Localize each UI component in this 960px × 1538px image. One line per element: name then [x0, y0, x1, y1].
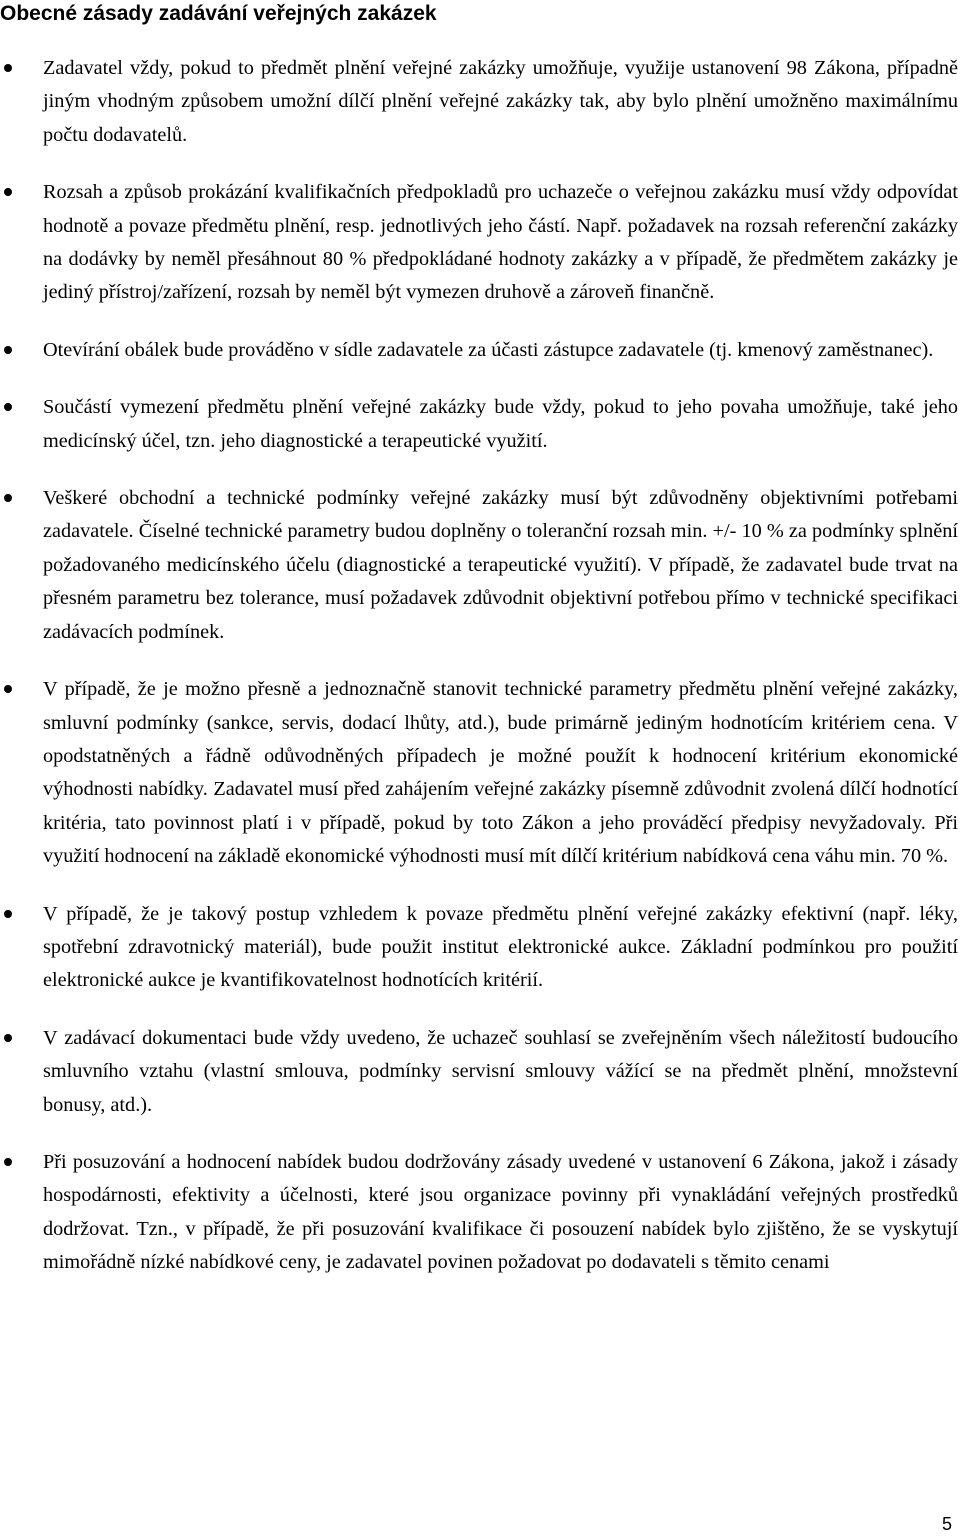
list-item [0, 391, 960, 458]
bullet-icon [4, 403, 12, 411]
principles-list [0, 52, 960, 1304]
bullet-icon [4, 910, 12, 918]
list-item-text: Otevírání obálek bude prováděno v sídle zadavatele za účasti zástupce zadavatele (tj. kmenový zaměstnanec). [43, 338, 934, 361]
bullet-icon [4, 494, 12, 502]
list-item [0, 176, 960, 310]
list-item-text: V případě, že je možno přesně a jednoznačně stanovit technické parametry předmětu plnění veřejné zakázky, smluvní podmínky (sankce, servis, dodací lhůty, atd.), bude primárně jediným hodnotícím kritériem cena. V opodstatněných a řádně odůvodněných případech je možné použít k hodnocení kritérium ekonomické výhodnosti nabídky. Zadavatel musí před zahájením veřejné zakázky písemně zdůvodnit zvolená dílčí hodnotící kritéria, tato povinnost platí i v případě, pokud by toto Zákon a jeho prováděcí předpisy nevyžadovaly. Při využití hodnocení na základě ekonomické výhodnosti musí mít dílčí kritérium nabídková cena váhu min. 70 %. [43, 678, 958, 868]
list-item-text: V zadávací dokumentaci bude vždy uvedeno, že uchazeč souhlasí se zveřejněním všech náležitostí budoucího smluvního vztahu (vlastní smlouva, podmínky servisní smlouvy vážící se na předmět plnění, množstevní bonusy, atd.). [43, 1026, 958, 1116]
list-item [0, 52, 960, 152]
list-item [0, 1022, 960, 1122]
list-item-text: Při posuzování a hodnocení nabídek budou dodržovány zásady uvedené v ustanovení 6 Zákona, jakož i zásady hospodárnosti, efektivity a účelnosti, které jsou organizace povinny při vynakládání veřejných prostředků dodržovat. Tzn., v případě, že při posuzování kvalifikace či posouzení nabídek bylo zjištěno, že se vyskytují mimořádně nízké nabídkové ceny, je zadavatel povinen požadovat po dodavateli s těmito cenami [43, 1150, 958, 1274]
bullet-icon [4, 1158, 12, 1166]
list-item [0, 898, 960, 998]
list-item [0, 673, 960, 873]
bullet-icon [4, 64, 12, 72]
list-item-text: V případě, že je takový postup vzhledem k povaze předmětu plnění veřejné zakázky efektivní (např. léky, spotřební zdravotnický materiál), bude použit institut elektronické aukce. Základní podmínkou pro použití elektronické aukce je kvantifikovatelnost hodnotících kritérií. [43, 902, 958, 992]
list-item-text: Součástí vymezení předmětu plnění veřejné zakázky bude vždy, pokud to jeho povaha umožňuje, také jeho medicínský účel, tzn. jeho diagnostické a terapeutické využití. [43, 396, 958, 452]
list-item-text: Veškeré obchodní a technické podmínky veřejné zakázky musí být zdůvodněny objektivními potřebami zadavatele. Číselné technické parametry budou doplněny o toleranční rozsah min. +/- 10 % za podmínky splnění požadovaného medicínského účelu (diagnostické a terapeutické využití). V případě, že zadavatel bude trvat na přesném parametru bez tolerance, musí požadavek zdůvodnit objektivní potřebou přímo v technické specifikaci zadávacích podmínek. [43, 487, 958, 643]
bullet-icon [4, 346, 12, 354]
list-item [0, 482, 960, 649]
page-number: 5 [941, 1514, 952, 1534]
list-item-text: Rozsah a způsob prokázání kvalifikačních předpokladů pro uchazeče o veřejnou zakázku musí vždy odpovídat hodnotě a povaze předmětu plnění, resp. jednotlivých jeho částí. Např. požadavek na rozsah referenční zakázky na dodávky by neměl přesáhnout 80 % předpokládané hodnoty zakázky a v případě, že předmětem zakázky je jediný přístroj/zařízení, rozsah by neměl být vymezen druhově a zároveň finančně. [43, 181, 958, 304]
bullet-icon [4, 685, 12, 693]
page-title: Obecné zásady zadávání veřejných zakázek [0, 2, 437, 25]
bullet-icon [4, 188, 12, 196]
list-item [0, 334, 960, 367]
list-item [0, 1146, 960, 1280]
bullet-icon [4, 1034, 12, 1042]
list-item-text: Zadavatel vždy, pokud to předmět plnění veřejné zakázky umožňuje, využije ustanovení 98 Zákona, případně jiným vhodným způsobem umožní dílčí plnění veřejné zakázky tak, aby bylo plnění umožněno maximálnímu počtu dodavatelů. [43, 57, 958, 146]
